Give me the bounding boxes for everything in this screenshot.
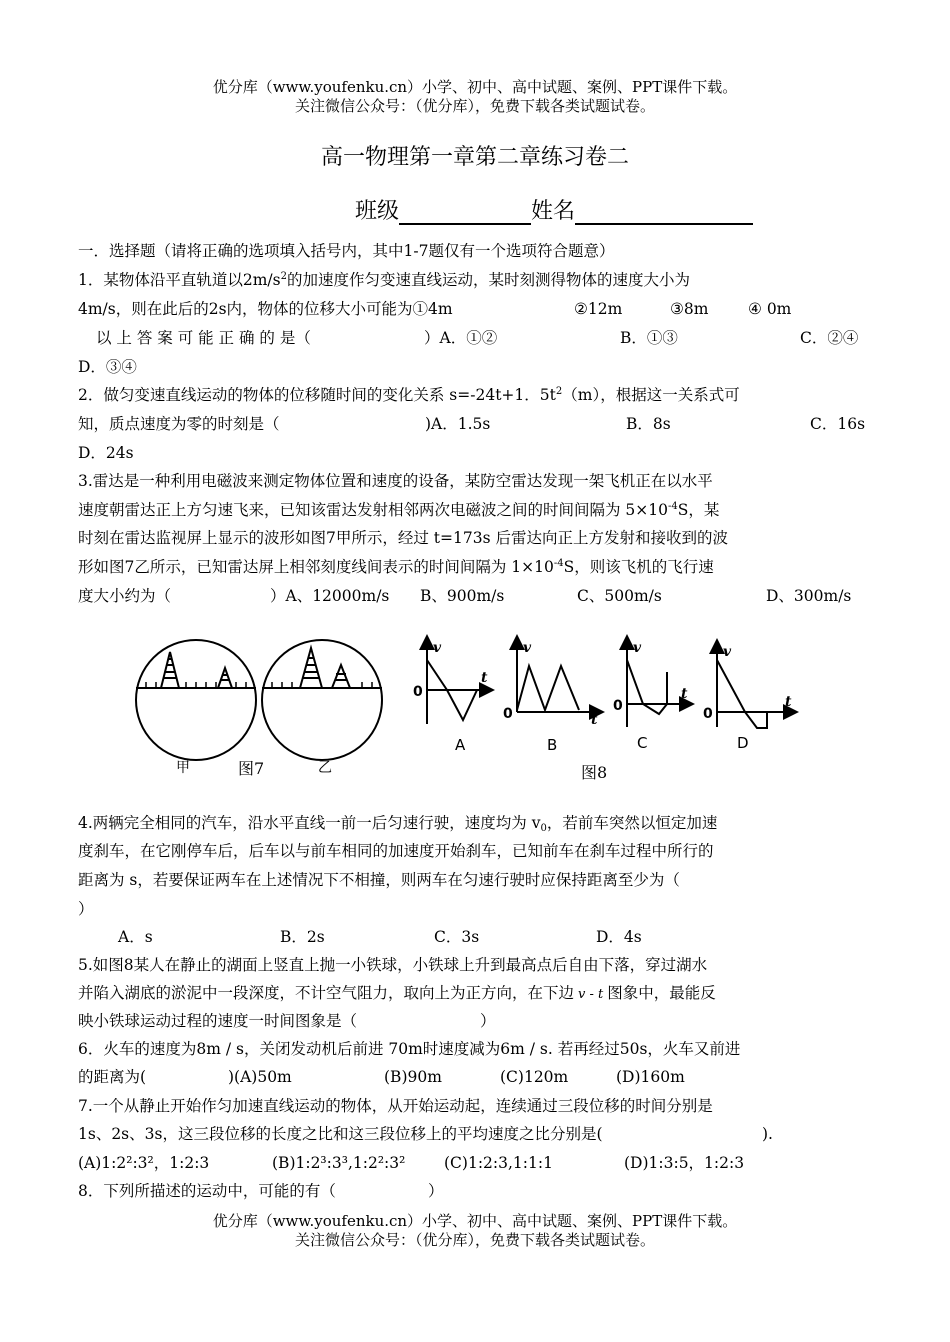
fig8-c-t-label: t bbox=[681, 686, 688, 702]
footer-line-1: 优分库（www.youfenku.cn）小学、初中、高中试题、案例、PPT课件下载。 bbox=[212, 1212, 738, 1230]
q3-option-c: C、500m/s bbox=[577, 587, 662, 605]
q6-line-1: 6．火车的速度为8m / s，关闭发动机后前进 70m时速度减为6m / s. 若再经过50s，火车又前进 bbox=[78, 1040, 741, 1058]
class-blank bbox=[399, 199, 531, 225]
q1-text-b: 的加速度作匀变速直线运动，某时刻测得物体的速度大小为 bbox=[286, 271, 690, 289]
q8-line-1: 8．下列所描述的运动中，可能的有（ bbox=[78, 1182, 336, 1200]
q3-sup-1: -4 bbox=[668, 501, 678, 512]
q1-line-3: 以 上 答 案 可 能 正 确 的 是（ bbox=[96, 329, 311, 347]
fig8-d-origin: 0 bbox=[703, 706, 713, 722]
fig8-a-t-label: t bbox=[481, 670, 488, 686]
q2-line-1 bbox=[78, 384, 740, 406]
q2-option-d: D．24s bbox=[78, 444, 134, 462]
q1-sup: 2 bbox=[280, 271, 287, 282]
q1-line-2: 4m/s，则在此后的2s内，物体的位移大小可能为①4m bbox=[78, 300, 453, 318]
q4-option-b: B．2s bbox=[280, 928, 325, 946]
fig8-a-v-label: v bbox=[433, 640, 442, 656]
name-blank bbox=[575, 199, 753, 225]
q6-option-d: (D)160m bbox=[616, 1068, 685, 1086]
q2-option-c: C．16s bbox=[810, 415, 866, 433]
q4-option-a: A．s bbox=[118, 928, 153, 946]
q7-close-paren: ). bbox=[762, 1125, 773, 1143]
q1-choice-2: ②12m bbox=[574, 300, 623, 318]
q3-sup-2: -4 bbox=[553, 558, 564, 569]
figure-8-vt-graphs bbox=[405, 632, 805, 782]
q3-line-4 bbox=[78, 556, 714, 578]
q2-sup: 2 bbox=[555, 386, 563, 397]
fig8-d-t-label: t bbox=[785, 694, 792, 710]
fig7-caption: 图7 bbox=[238, 759, 265, 778]
q4-option-c: C．3s bbox=[434, 928, 480, 946]
q2-text-a: 2．做匀变速直线运动的物体的位移随时间的变化关系 s=-24t+1．5t bbox=[78, 386, 556, 404]
fig8-label-a: A bbox=[455, 736, 466, 754]
q3-option-a: ）A、12000m/s bbox=[270, 587, 390, 605]
q4-line-2: 度刹车，在它刚停车后，后车以与前车相同的加速度开始刹车，已知前车在刹车过程中所行的 bbox=[78, 842, 714, 860]
q2-option-b: B．8s bbox=[626, 415, 671, 433]
q1-choice-4: ④ 0m bbox=[748, 300, 792, 318]
fig8-d-v-label: v bbox=[723, 644, 732, 660]
q1-option-c: C．②④ bbox=[800, 329, 859, 347]
fig8-b-origin: 0 bbox=[503, 706, 513, 722]
q1-line-1 bbox=[78, 269, 690, 291]
q1-choice-3: ③8m bbox=[670, 300, 709, 318]
q6-option-a: )(A)50m bbox=[228, 1068, 292, 1086]
q3-text-2b: S，某 bbox=[677, 501, 720, 519]
fig8-b-v-label: v bbox=[523, 640, 532, 656]
q6-line-2: 的距离为( bbox=[78, 1068, 147, 1086]
header-line-1: 优分库（www.youfenku.cn）小学、初中、高中试题、案例、PPT课件下载。 bbox=[212, 78, 738, 96]
fig8-label-b: B bbox=[547, 736, 558, 754]
q4-sub: 0 bbox=[540, 823, 547, 834]
q3-option-d: D、300m/s bbox=[766, 587, 852, 605]
fig8-c-origin: 0 bbox=[613, 698, 623, 714]
class-label: 班级 bbox=[355, 199, 400, 224]
q7-option-b: (B)1:2³:3³,1:2²:3² bbox=[272, 1154, 406, 1172]
fig7-label-yi: 乙 bbox=[318, 760, 332, 776]
figure-7-radar-screens bbox=[130, 630, 390, 780]
q3-line-2 bbox=[78, 499, 719, 521]
q8-close-paren: ） bbox=[428, 1182, 444, 1200]
q4-line-1 bbox=[78, 812, 717, 834]
q3-text-2a: 速度朝雷达正上方匀速飞来，已知该雷达发射相邻两次电磁波之间的时间间隔为 5×10 bbox=[78, 501, 669, 519]
q7-option-c: (C)1:2:3,1:1:1 bbox=[444, 1154, 553, 1172]
fig8-b-t-label: t bbox=[591, 712, 598, 728]
q4-text-a: 4.两辆完全相同的汽车，沿水平直线一前一后匀速行驶，速度均为 v bbox=[78, 814, 541, 832]
q5-line-3: 映小铁球运动过程的速度一时间图象是（ bbox=[78, 1012, 358, 1030]
fig7-label-jia: 甲 bbox=[176, 760, 190, 776]
q6-option-c: (C)120m bbox=[500, 1068, 569, 1086]
radar-screen-yi bbox=[262, 640, 382, 760]
q1-option-b: B．①③ bbox=[620, 329, 678, 347]
q4-line-3: 距离为 s，若要保证两车在上述情况下不相撞，则两车在匀速行驶时应保持距离至少为（ bbox=[78, 871, 680, 889]
q7-line-1: 7.一个从静止开始作匀加速直线运动的物体，从开始运动起，连续通过三段位移的时间分别是 bbox=[78, 1097, 713, 1115]
q3-text-4b: S，则该飞机的飞行速 bbox=[563, 558, 714, 576]
q5-line-1: 5.如图8某人在静止的湖面上竖直上抛一小铁球，小铁球上升到最高点后自由下落，穿过湖水 bbox=[78, 956, 708, 974]
page-title: 高一物理第一章第二章练习卷二 bbox=[320, 145, 629, 170]
q4-text-b: ，若前车突然以恒定加速 bbox=[546, 814, 718, 832]
header-line-2: 关注微信公众号：（优分库），免费下载各类试题试卷。 bbox=[294, 97, 655, 115]
q6-option-b: (B)90m bbox=[384, 1068, 442, 1086]
footer-line-2: 关注微信公众号：（优分库），免费下载各类试题试卷。 bbox=[294, 1231, 655, 1249]
q5-close-paren: ） bbox=[480, 1012, 496, 1030]
q7-option-d: (D)1:3:5，1:2:3 bbox=[624, 1154, 745, 1172]
q2-line-2: 知，质点速度为零的时刻是（ bbox=[78, 415, 280, 433]
q5-vt-symbol: v - t bbox=[578, 987, 604, 1002]
q3-line-5: 度大小约为（ bbox=[78, 587, 172, 605]
q3-line-3: 时刻在雷达监视屏上显示的波形如图7甲所示，经过 t=173s 后雷达向正上方发射和接收到的波 bbox=[78, 529, 728, 547]
fig8-caption: 图8 bbox=[581, 763, 608, 782]
q1-option-d: D．③④ bbox=[78, 358, 137, 376]
fig8-label-c: C bbox=[637, 734, 648, 752]
q1-text-a: 1．某物体沿平直轨道以2m/s bbox=[78, 271, 281, 289]
q2-option-a: )A．1.5s bbox=[425, 415, 491, 433]
fig8-c-v-label: v bbox=[633, 640, 642, 656]
class-name-line bbox=[355, 194, 753, 225]
radar-screen-jia bbox=[136, 640, 256, 760]
q7-option-a: (A)1:2²:3²，1:2:3 bbox=[78, 1154, 210, 1172]
q4-option-d: D．4s bbox=[596, 928, 642, 946]
q3-option-b: B、900m/s bbox=[420, 587, 505, 605]
name-label: 姓名 bbox=[531, 199, 576, 224]
section-heading: 一．选择题（请将正确的选项填入括号内，其中1-7题仅有一个选项符合题意） bbox=[78, 242, 615, 260]
q5-text-b: 图象中，最能反 bbox=[607, 984, 716, 1002]
q3-text-4a: 形如图7乙所示，已知雷达屏上相邻刻度线间表示的时间间隔为 1×10 bbox=[78, 558, 554, 576]
q3-line-1: 3.雷达是一种利用电磁波来测定物体位置和速度的设备，某防空雷达发现一架飞机正在以水平 bbox=[78, 472, 713, 490]
q4-line-4: ） bbox=[78, 900, 94, 918]
q7-line-2: 1s、2s、3s，这三段位移的长度之比和这三段位移上的平均速度之比分别是( bbox=[78, 1125, 603, 1143]
fig8-a-origin: 0 bbox=[413, 684, 423, 700]
fig8-label-d: D bbox=[737, 734, 749, 752]
q5-line-2 bbox=[78, 982, 716, 1006]
q2-text-b: （m），根据这一关系式可 bbox=[562, 386, 740, 404]
q5-text-a: 并陷入湖底的淤泥中一段深度，不计空气阻力，取向上为正方向，在下边 bbox=[78, 984, 575, 1002]
q1-option-a: ）A．①② bbox=[424, 329, 498, 347]
